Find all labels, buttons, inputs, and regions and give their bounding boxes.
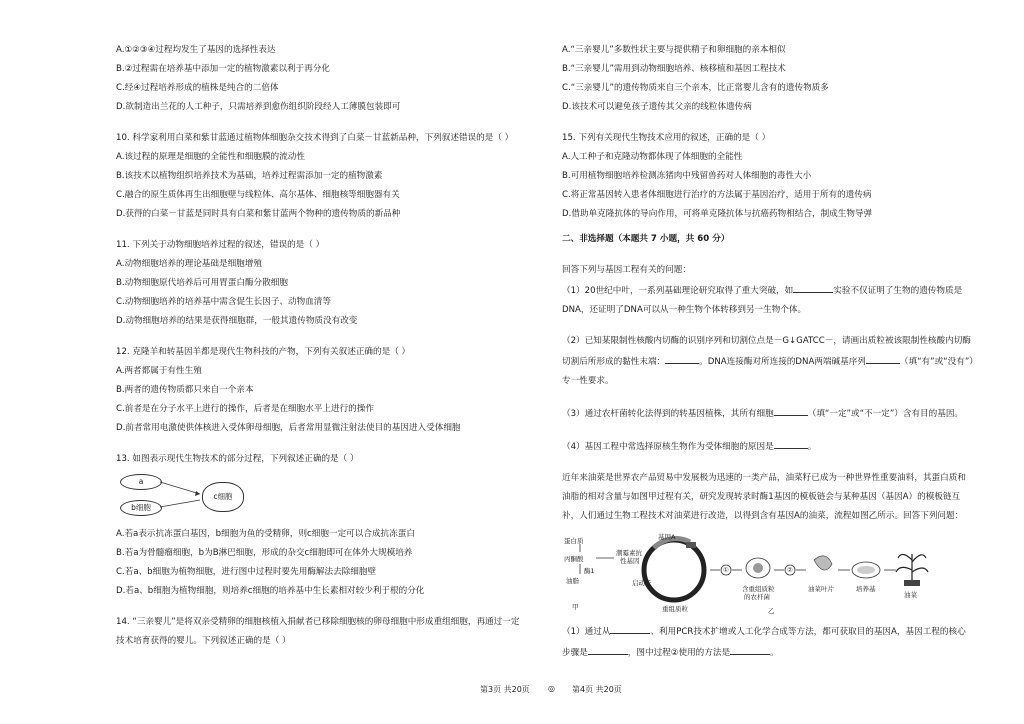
fig-protein-label: 蛋白质: [564, 537, 584, 545]
q15-option-a: A.人工种子和克隆动物都体现了体细胞的全能性: [562, 152, 743, 162]
q17-paragraph-line3: 补，人们通过生物工程技术对油菜进行改造，以得到含有基因A的油菜，流程如图乙所示。回答下列问题：: [562, 511, 964, 521]
q17-1-text-a: （1）通过从: [562, 627, 611, 637]
q16-intro: 回答下列与基因工程有关的问题：: [562, 265, 691, 275]
q16-2-text-e: 专一性要求。: [562, 376, 614, 386]
q10-option-a: A.该过程的原理是细胞的全能性和细胞膜的流动性: [116, 152, 305, 162]
fig-promoter-label: 启动子: [632, 579, 652, 587]
q16-2-blank1[interactable]: [665, 354, 699, 364]
q16-1-text-b: 实验不仅证明了生物的遗传物质是: [833, 286, 963, 296]
q16-2-text-c: 。DNA连接酶对所连接的DNA两端碱基序列: [699, 357, 866, 367]
q16-3-text-a: （3）通过农杆菌转化法得到的转基因植株，其所有细胞: [562, 409, 774, 419]
fig-medium-label: 培养基: [856, 585, 876, 593]
fig-resistance-label-2: 性基因: [620, 557, 640, 565]
q15-option-c: C.将正常基因转入患者体细胞进行治疗的方法属于基因治疗，适用于所有的遗传病: [562, 190, 872, 200]
q14-option-b: B.“三亲婴儿”需用到动物细胞培养、核移植和基因工程技术: [562, 64, 786, 74]
q16-2-text-a: （2）已知某限制性核酸内切酶的识别序列和切割位点是－G↓GATCC－，请画出质粒被该限制性核酸内切酶: [562, 336, 971, 346]
q13-option-a: A.若a表示抗冻蛋白基因，b细胞为鱼的受精卵，则c细胞一定可以合成抗冻蛋白: [116, 529, 415, 539]
q16-part3: [562, 406, 994, 421]
q16-4-blank[interactable]: [774, 439, 808, 449]
q14-option-d: D.该技术可以避免孩子遗传其父亲的线粒体遗传病: [562, 102, 752, 112]
fig-agro-label: 含重组质粒: [742, 585, 775, 593]
fig-resistance-label: 潮霉素抗: [616, 549, 642, 557]
q17-paragraph-line1: 近年来油菜是世界农产品贸易中发展极为迅速的一类产品，油菜籽已成为一种世界性重要油料，其蛋白质和: [562, 473, 966, 483]
q14-option-c: C.“三亲婴儿”的遗传物质来自三个亲本，比正常婴儿含有的遗传物质多: [562, 83, 829, 93]
q13-option-c: C.若a、b细胞为植物细胞，进行图中过程时要先用酶解法去除细胞壁: [116, 567, 377, 577]
q12-option-c: C.前者是在分子水平上进行的操作，后者是在细胞水平上进行的操作: [116, 404, 374, 414]
q16-2-text-d: （填“有”或“没有”）: [899, 357, 978, 367]
q9-option-b: B.②过程需在培养基中添加一定的植物激素以利于再分化: [116, 64, 330, 74]
q17-1-text-d: ，图中过程②使用的方法是: [627, 648, 731, 658]
fig-step1-label: ①: [723, 566, 729, 574]
q14-stem-line2: 技术培育获得的婴儿。下列叙述正确的是（ ）: [116, 636, 291, 646]
q16-3-blank[interactable]: [774, 406, 808, 416]
q14-option-a: A.“三亲婴儿”多数性状主要与提供精子和卵细胞的亲本相似: [562, 45, 786, 55]
q16-1-blank[interactable]: [793, 283, 833, 293]
right-column: [562, 44, 994, 529]
fig-agro-label-2: 的农杆菌: [744, 593, 770, 601]
q16-3-text-b: （填“一定”或“不一定”）含有目的基因。: [807, 409, 964, 419]
q16-part4: [562, 439, 994, 454]
q13-node-a: a: [120, 474, 162, 490]
q13-node-b: b细胞: [120, 500, 162, 516]
q17-1-text-b: 、利用PCR技术扩增或人工化学合成等方法，都可获取目的基因A，基因工程的核心: [650, 627, 966, 637]
q11-option-a: A.动物细胞培养的理论基础是细胞增殖: [116, 259, 262, 269]
q9-option-d: D.欲制造出兰花的人工种子，只需培养到愈伤组织阶段经人工薄膜包装即可: [116, 102, 401, 112]
q10-stem: 10. 科学家利用白菜和紫甘蓝通过植物体细胞杂交技术得到了白菜－甘蓝新品种，下列叙述错误的是（ ）: [116, 133, 514, 143]
q17-figure-drawing: [562, 530, 994, 618]
q15-option-d: D.借助单克隆抗体的导向作用，可将单克隆抗体与抗癌药物相结合，制成生物导弹: [562, 209, 873, 219]
footer-separator: ◎: [548, 684, 555, 693]
q17-1-text-c: 步骤是: [562, 648, 588, 658]
q12-option-d: D.前者常用电激使供体核进入受体卵母细胞，后者常用显微注射法使目的基因进入受体细胞: [116, 423, 461, 433]
fig-pyruvate-label: 丙酮酸: [564, 555, 584, 563]
q10-option-b: B.该技术以植物组织培养技术为基础，培养过程需添加一定的植物激素: [116, 171, 383, 181]
fig-yi-label: 乙: [768, 607, 775, 615]
fig-rape-label: 油菜: [904, 591, 917, 599]
q13-figure: [116, 472, 256, 522]
q16-part2: [562, 354, 994, 369]
q16-1-text-a: （1）20世纪中叶，一系列基础理论研究取得了重大突破，如: [562, 286, 794, 296]
fig-oil-label: 油脂: [566, 577, 579, 585]
q11-option-b: B.动物细胞原代培养后可用胃蛋白酶分散细胞: [116, 278, 288, 288]
footer-right-page: 第4页 共20页: [572, 685, 622, 694]
q13-node-c: c细胞: [202, 482, 244, 512]
fig-jia-label: 甲: [572, 603, 579, 611]
q17-paragraph-line2: 油脂的相对含量与如图甲过程有关，研究发现转录时酶1基因的模板链会与某种基因（基因A）的模板链互: [562, 492, 961, 502]
q9-option-c: C.经④过程培养形成的植株是纯合的二倍体: [116, 83, 279, 93]
q11-option-d: D.动物细胞培养的结果是获得细胞群，一般其遗传物质没有改变: [116, 316, 358, 326]
q16-4-text-b: 。: [807, 442, 817, 452]
q11-stem: 11. 下列关于动物细胞培养过程的叙述，错误的是（ ）: [116, 240, 325, 250]
q16-1-text-c: DNA，还证明了DNA可以从一种生物个体转移到另一生物个体。: [562, 305, 807, 315]
q9-option-a: A.①②③④过程均发生了基因的选择性表达: [116, 45, 276, 55]
q17-part1: [562, 624, 994, 666]
q17-figure: [562, 530, 994, 618]
q13-option-d: D.若a、b细胞为植物细胞，则培养c细胞的培养基中生长素相对较少利于根的分化: [116, 586, 425, 596]
q17-1-text-e: 。: [770, 648, 779, 658]
section-heading: 二、非选择题（本题共 7 小题，共 60 分）: [562, 234, 730, 244]
fig-leaf-label: 油菜叶片: [808, 585, 834, 593]
fig-plasmid-label: 重组质粒: [662, 605, 688, 613]
q17-1-blank2[interactable]: [588, 645, 628, 655]
fig-step2-label: ②: [787, 566, 793, 574]
q11-option-c: C.动物细胞培养的培养基中需含促生长因子、动物血清等: [116, 297, 331, 307]
footer-left-page: 第3页 共20页: [480, 685, 530, 694]
q16-part1: [562, 283, 994, 298]
q17-1-blank3[interactable]: [730, 645, 770, 655]
q13-stem: 13. 如图表示现代生物技术的部分过程，下列叙述正确的是（ ）: [116, 454, 359, 464]
q10-option-d: D.获得的白菜－甘蓝是同时具有白菜和紫甘蓝两个物种的遗传物质的新品种: [116, 209, 401, 219]
q14-stem-line1: 14. “三亲婴儿”是将双亲受精卵的细胞核植入捐献者已移除细胞核的卵母细胞中形成重组细胞，再通过一定: [116, 617, 520, 627]
fig-enzyme1-label: 酶1: [584, 567, 595, 575]
q16-2-blank2[interactable]: [866, 354, 900, 364]
q12-option-b: B.两者的遗传物质都只来自一个亲本: [116, 385, 254, 395]
q13-option-b: B.若a为骨髓瘤细胞，b为B淋巴细胞，形成的杂交c细胞即可在体外大规模培养: [116, 548, 413, 558]
q10-option-c: C.融合的原生质体再生出细胞壁与线粒体、高尔基体、细胞核等细胞器有关: [116, 190, 400, 200]
q16-2-text-b: 切割后所形成的黏性末端：: [562, 357, 666, 367]
fig-gene-a-label: 基因A: [658, 533, 676, 541]
q12-stem: 12. 克隆羊和转基因羊都是现代生物科技的产物，下列有关叙述正确的是（ ）: [116, 347, 411, 357]
left-column: [116, 44, 546, 654]
q12-option-a: A.两者都属于有性生殖: [116, 366, 202, 376]
q15-stem: 15. 下列有关现代生物技术应用的叙述，正确的是（ ）: [562, 133, 771, 143]
q16-4-text-a: （4）基因工程中常选择原核生物作为受体细胞的原因是: [562, 442, 774, 452]
q17-1-blank1[interactable]: [610, 624, 650, 634]
q15-option-b: B.可用植物细胞培养检测冻猪肉中残留兽药对人体细胞的毒性大小: [562, 171, 812, 181]
